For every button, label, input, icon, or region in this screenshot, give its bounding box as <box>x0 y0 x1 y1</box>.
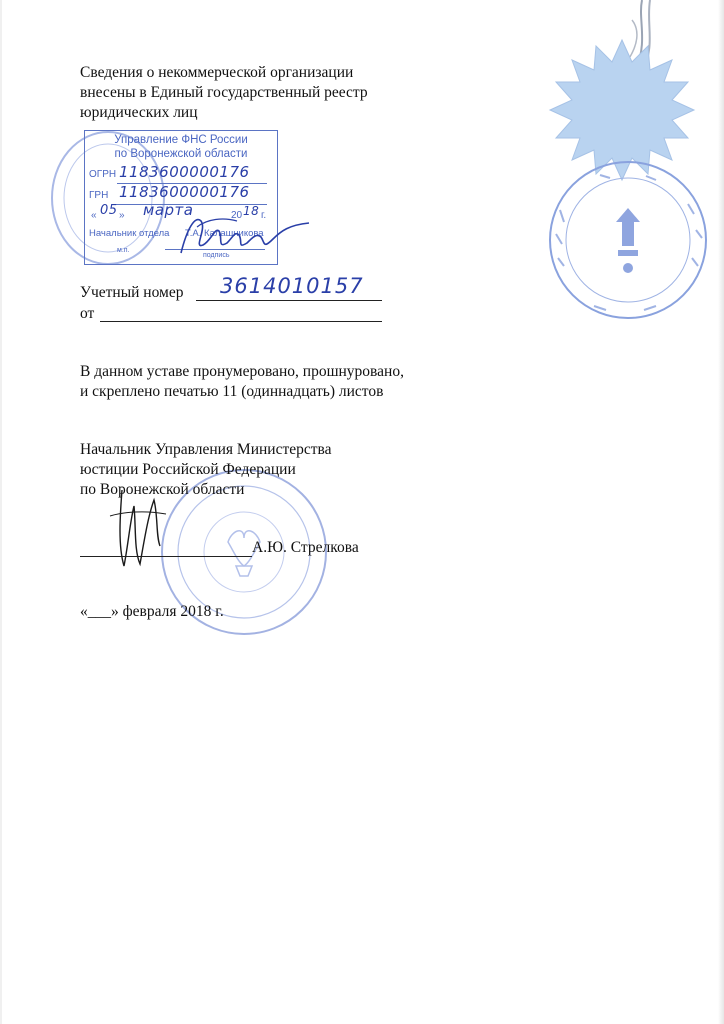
ogrn-label: ОГРН <box>89 169 117 180</box>
grn-value: 1183600000176 <box>119 183 250 201</box>
date-month: марта <box>143 201 194 219</box>
registration-note-line1: Сведения о некоммерческой организации <box>80 64 354 81</box>
stamp-title-1: Управление ФНС России <box>114 134 248 146</box>
official-line2: юстиции Российской Федерации <box>80 461 296 478</box>
signature-label: подпись <box>203 252 230 259</box>
registration-note-line3: юридических лиц <box>80 104 198 121</box>
registration-signature <box>177 209 317 259</box>
date-year-suffix: 18 <box>243 204 260 218</box>
binding-sticker <box>520 0 724 340</box>
grn-label: ГРН <box>89 190 109 201</box>
page-edge <box>0 0 2 1024</box>
official-name: А.Ю. Стрелкова <box>252 539 359 556</box>
official-line1: Начальник Управления Министерства <box>80 441 332 458</box>
date-year-prefix: 20 <box>231 210 243 221</box>
certification-line1: В данном уставе пронумеровано, прошнуровано, <box>80 363 404 380</box>
account-underline <box>196 300 382 301</box>
date-year-end: г. <box>261 210 267 221</box>
stamp-title-2: по Воронежской области <box>114 148 248 160</box>
registration-stamp <box>84 130 278 265</box>
date-open-quote: « <box>91 210 97 221</box>
account-from-label: от <box>80 305 95 322</box>
mp-label: м.п. <box>117 247 130 254</box>
date-day: 05 <box>100 203 118 218</box>
head-label: Начальник отдела <box>89 228 170 239</box>
date-close-quote: » <box>119 210 125 221</box>
ogrn-value: 1183600000176 <box>119 163 250 181</box>
head-name: Т.А. Калашникова <box>185 228 264 239</box>
account-label: Учетный номер <box>80 284 184 301</box>
official-line3: по Воронежской области <box>80 481 245 498</box>
official-signature <box>104 486 174 572</box>
account-number: 3614010157 <box>220 274 364 298</box>
certification-line2: и скреплено печатью 11 (одиннадцать) листов <box>80 383 384 400</box>
signing-date: «___» февраля 2018 г. <box>80 603 224 620</box>
registration-note-line2: внесены в Единый государственный реестр <box>80 84 368 101</box>
account-date-underline <box>100 321 382 322</box>
